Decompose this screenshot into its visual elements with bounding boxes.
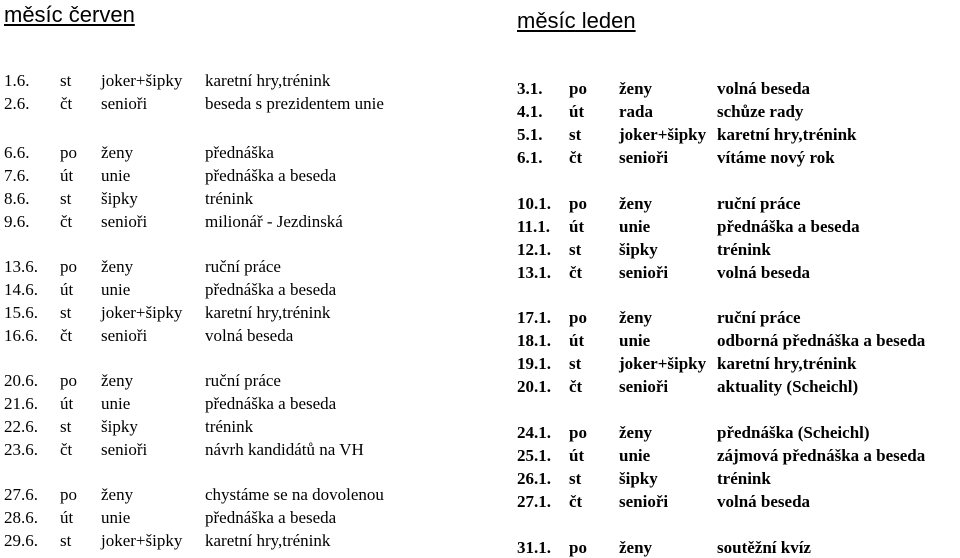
row-date: 28.6. [4, 508, 38, 527]
row-group: joker+šipky [101, 71, 183, 90]
row-group: unie [619, 331, 651, 350]
row-activity: karetní hry,trénink [717, 354, 857, 373]
row-weekday: st [569, 125, 582, 144]
row-activity: přednáška a beseda [717, 217, 860, 236]
row-activity: trénink [717, 240, 771, 259]
row-activity: přednáška a beseda [205, 394, 337, 413]
row-group: ženy [619, 423, 653, 442]
row-date: 20.1. [517, 377, 551, 396]
row-date: 11.1. [517, 217, 551, 236]
row-activity: přednáška (Scheichl) [717, 423, 870, 442]
row-group: ženy [619, 79, 653, 98]
row-weekday: po [569, 194, 587, 213]
row-weekday: út [569, 102, 585, 121]
row-date: 10.1. [517, 194, 551, 213]
row-group: unie [101, 166, 131, 185]
row-activity: ruční práce [205, 257, 281, 276]
row-activity: milionář - Jezdinská [205, 212, 343, 231]
row-group: šipky [101, 417, 138, 436]
row-weekday: čt [569, 148, 583, 167]
row-date: 21.6. [4, 394, 38, 413]
row-date: 16.6. [4, 326, 38, 345]
row-weekday: po [569, 538, 587, 557]
row-weekday: út [60, 280, 74, 299]
row-group: senioři [619, 148, 669, 167]
row-weekday: čt [60, 212, 73, 231]
row-date: 13.1. [517, 263, 551, 282]
row-date: 31.1. [517, 538, 551, 557]
row-activity: návrh kandidátů na VH [205, 440, 364, 459]
row-group: unie [101, 394, 131, 413]
row-weekday: po [60, 257, 77, 276]
row-activity: odborná přednáška a beseda [717, 331, 926, 350]
row-group: senioři [101, 440, 148, 459]
row-group: ženy [619, 538, 653, 557]
row-activity: aktuality (Scheichl) [717, 377, 859, 396]
row-date: 7.6. [4, 166, 30, 185]
row-activity: trénink [205, 417, 254, 436]
row-date: 29.6. [4, 531, 38, 550]
row-weekday: po [569, 79, 587, 98]
row-group: ženy [101, 257, 134, 276]
row-group: šipky [619, 240, 658, 259]
row-group: senioři [101, 212, 148, 231]
row-activity: přednáška [205, 143, 274, 162]
row-weekday: čt [569, 377, 583, 396]
row-weekday: út [60, 166, 74, 185]
row-date: 3.1. [517, 79, 543, 98]
row-weekday: st [569, 469, 582, 488]
row-date: 24.1. [517, 423, 551, 442]
row-activity: trénink [205, 189, 254, 208]
row-date: 27.6. [4, 485, 38, 504]
row-activity: karetní hry,trénink [717, 125, 857, 144]
row-date: 22.6. [4, 417, 38, 436]
row-date: 18.1. [517, 331, 551, 350]
row-group: šipky [619, 469, 658, 488]
row-activity: vítáme nový rok [717, 148, 835, 167]
row-activity: karetní hry,trénink [205, 303, 331, 322]
row-activity: přednáška a beseda [205, 280, 337, 299]
row-date: 1.6. [4, 71, 30, 90]
row-weekday: čt [569, 492, 583, 511]
row-weekday: po [569, 423, 587, 442]
row-weekday: út [569, 331, 585, 350]
row-activity: zájmová přednáška a beseda [717, 446, 926, 465]
january-heading: měsíc leden [517, 8, 636, 33]
row-weekday: st [60, 71, 72, 90]
row-group: joker+šipky [101, 303, 183, 322]
row-weekday: út [60, 394, 74, 413]
row-group: unie [101, 280, 131, 299]
row-date: 5.1. [517, 125, 543, 144]
row-date: 4.1. [517, 102, 543, 121]
row-activity: schůze rady [717, 102, 804, 121]
row-group: rada [619, 102, 653, 121]
row-date: 12.1. [517, 240, 551, 259]
row-group: ženy [101, 143, 134, 162]
row-group: senioři [101, 326, 148, 345]
row-date: 23.6. [4, 440, 38, 459]
row-activity: volná beseda [205, 326, 294, 345]
row-activity: chystáme se na dovolenou [205, 485, 384, 504]
row-weekday: st [60, 189, 72, 208]
row-weekday: st [60, 417, 72, 436]
row-date: 6.1. [517, 148, 543, 167]
row-activity: karetní hry,trénink [205, 71, 331, 90]
row-date: 6.6. [4, 143, 30, 162]
row-group: senioři [619, 492, 669, 511]
row-group: unie [101, 508, 131, 527]
row-group: joker+šipky [101, 531, 183, 550]
row-activity: volná beseda [717, 492, 811, 511]
row-date: 14.6. [4, 280, 38, 299]
row-group: senioři [101, 94, 148, 113]
row-date: 19.1. [517, 354, 551, 373]
row-activity: přednáška a beseda [205, 508, 337, 527]
row-group: unie [619, 217, 651, 236]
row-activity: volná beseda [717, 79, 811, 98]
row-date: 27.1. [517, 492, 551, 511]
row-group: senioři [619, 263, 669, 282]
row-weekday: út [60, 508, 74, 527]
row-date: 9.6. [4, 212, 30, 231]
row-weekday: po [60, 485, 77, 504]
row-weekday: st [569, 240, 582, 259]
row-activity: beseda s prezidentem unie [205, 94, 384, 113]
row-date: 25.1. [517, 446, 551, 465]
row-weekday: po [60, 371, 77, 390]
row-group: šipky [101, 189, 138, 208]
row-weekday: st [569, 354, 582, 373]
row-group: joker+šipky [619, 125, 707, 144]
row-date: 2.6. [4, 94, 30, 113]
row-activity: trénink [717, 469, 771, 488]
row-group: unie [619, 446, 651, 465]
row-weekday: čt [60, 94, 73, 113]
row-weekday: st [60, 531, 72, 550]
row-activity: ruční práce [717, 308, 801, 327]
row-date: 15.6. [4, 303, 38, 322]
row-weekday: út [569, 446, 585, 465]
row-date: 17.1. [517, 308, 551, 327]
row-group: ženy [101, 485, 134, 504]
row-weekday: po [569, 308, 587, 327]
row-date: 13.6. [4, 257, 38, 276]
row-date: 26.1. [517, 469, 551, 488]
row-group: ženy [101, 371, 134, 390]
row-group: joker+šipky [619, 354, 707, 373]
row-group: ženy [619, 308, 653, 327]
june-heading: měsíc červen [4, 2, 135, 27]
row-weekday: po [60, 143, 77, 162]
row-activity: volná beseda [717, 263, 811, 282]
row-activity: karetní hry,trénink [205, 531, 331, 550]
row-group: senioři [619, 377, 669, 396]
row-activity: soutěžní kvíz [717, 538, 811, 557]
row-group: ženy [619, 194, 653, 213]
row-date: 20.6. [4, 371, 38, 390]
row-date: 8.6. [4, 189, 30, 208]
row-weekday: čt [60, 326, 73, 345]
row-activity: přednáška a beseda [205, 166, 337, 185]
row-activity: ruční práce [717, 194, 801, 213]
row-weekday: čt [569, 263, 583, 282]
row-weekday: čt [60, 440, 73, 459]
row-activity: ruční práce [205, 371, 281, 390]
row-weekday: út [569, 217, 585, 236]
row-weekday: st [60, 303, 72, 322]
